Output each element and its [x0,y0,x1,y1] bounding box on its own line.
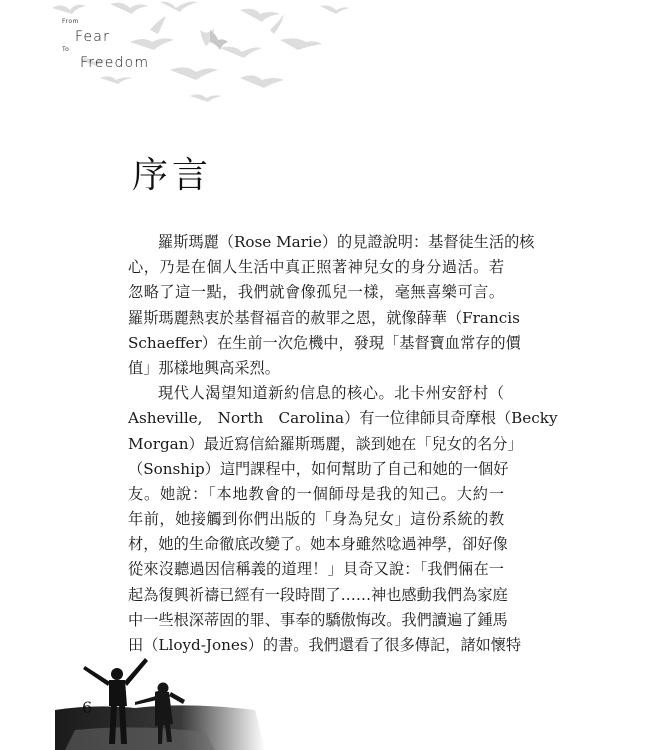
text-line: 友。她說：「本地教會的一個師母是我的知己。大約一 [128,484,504,503]
text-line: 起為復興祈禱已經有一段時間了……神也感動我們為家庭 [128,585,508,604]
body-text [128,230,558,658]
text-line: 忽略了這一點，我們就會像孤兒一樣，毫無喜樂可言。 [128,283,504,302]
text-line: Morgan）最近寫信給羅斯瑪麗，談到她在「兒女的名分」 [128,434,523,453]
chapter-title: 序言 [132,155,213,197]
series-title-freedom: Freedom [80,55,150,71]
text-line: 心，乃是在個人生活中真正照著神兒女的身分過活。若 [128,258,504,277]
series-title-to: To [62,46,70,53]
text-line: 現代人渴望知道新約信息的核心。北卡州安舒村（ [158,384,504,403]
text-line: 羅斯瑪麗熱衷於基督福音的赦罪之恩，就像薛華（Francis [128,308,520,327]
text-line: Asheville, North Carolina）有一位律師貝奇摩根（Becky [128,409,558,428]
text-line: 田（Lloyd-Jones）的書。我們還看了很多傳記，諸如懷特 [128,636,522,654]
text-line: 中一些根深蒂固的罪、事奉的驕傲悔改。我們讀遍了鍾馬 [128,610,508,629]
text-line: Schaeffer）在生前一次危機中，發現「基督寶血常存的價 [128,333,521,352]
text-line: 羅斯瑪麗（Rose Marie）的見證說明：基督徒生活的核 [158,233,535,251]
series-title-from: From [62,18,79,25]
text-line: 從來沒聽過因信稱義的道理！」貝奇又說：「我們倆在一 [128,560,504,579]
page-number: 6 [82,698,93,717]
text-line: （Sonship）這門課程中，如何幫助了自己和她的一個好 [128,459,509,478]
text-line: 材，她的生命徹底改變了。她本身雖然唸過神學，卻好像 [128,535,508,554]
text-line: 值」那樣地興高采烈。 [128,358,280,377]
text-line: 年前，她接觸到你們出版的「身為兒女」這份系統的教 [128,510,504,529]
children-silhouette-image [55,640,265,750]
series-title-fear: Fear [75,29,111,45]
